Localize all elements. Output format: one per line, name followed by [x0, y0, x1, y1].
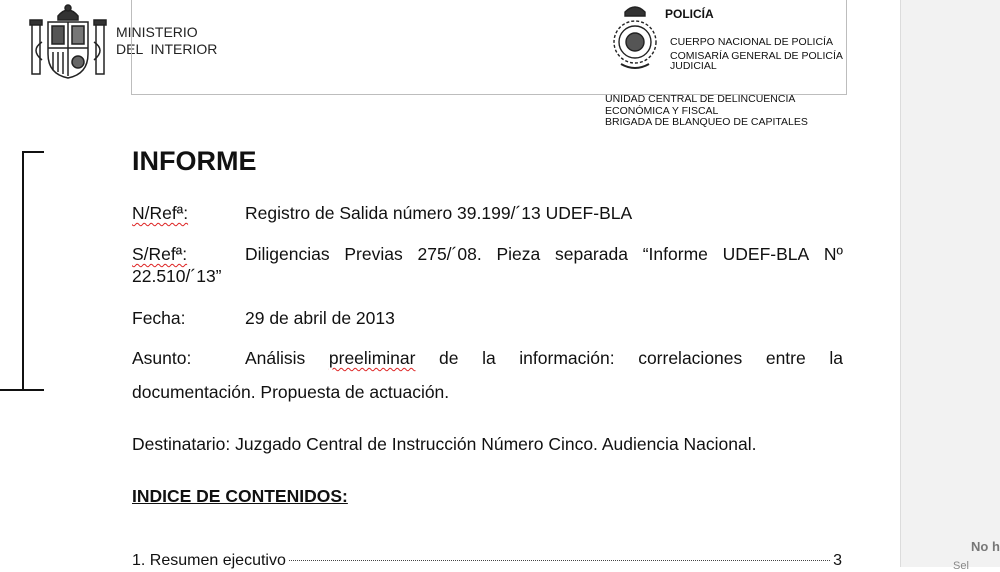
destinatario: Destinatario: Juzgado Central de Instrucción Número Cinco. Audiencia Nacional.	[132, 434, 757, 454]
side-panel-subtext: Sel	[953, 560, 969, 572]
toc-item-label[interactable]: 1. Resumen ejecutivo	[132, 552, 286, 569]
asunto-label: Asunto:	[132, 348, 192, 368]
toc-item-page: 3	[833, 552, 842, 569]
fecha-value: 29 de abril de 2013	[245, 308, 395, 328]
asunto-value: Análisis preeliminar de la información: correlaciones entre la	[245, 348, 843, 368]
side-panel-message: No h	[971, 539, 1000, 554]
sref-value: Diligencias Previas 275/´08. Pieza separada “Informe UDEF-BLA Nº	[245, 244, 843, 264]
side-panel	[900, 0, 1000, 572]
nref-value: Registro de Salida número 39.199/´13 UDEF-BLA	[245, 203, 633, 223]
asunto-value-cont: documentación. Propuesta de actuación.	[132, 382, 450, 402]
ministry-name: MINISTERIO DEL INTERIOR	[116, 24, 218, 57]
nref-label: N/Refª:	[132, 203, 189, 223]
sref-value-cont: 22.510/´13”	[132, 266, 222, 286]
margin-bracket	[22, 151, 44, 391]
fecha-label: Fecha:	[132, 308, 186, 328]
police-badge-icon	[611, 2, 659, 70]
toc-title: INDICE DE CONTENIDOS:	[132, 486, 348, 506]
police-commissariat: COMISARÍA GENERAL DE POLICÍA JUDICIAL	[670, 50, 843, 72]
toc-item[interactable]	[132, 552, 842, 570]
sref-label: S/Refª:	[132, 244, 188, 264]
spain-coat-of-arms-icon	[28, 2, 108, 82]
toc-leader-dots	[289, 560, 830, 561]
margin-bracket-tail	[0, 389, 23, 391]
police-corps: CUERPO NACIONAL DE POLICÍA	[670, 36, 833, 48]
police-title: POLICÍA	[665, 7, 714, 21]
document-title: INFORME	[132, 146, 257, 176]
spellcheck-word: preeliminar	[328, 348, 416, 368]
unit-name: UNIDAD CENTRAL DE DELINCUENCIA ECONÓMICA Y FISCAL BRIGADA DE BLANQUEO DE CAPITALES	[605, 93, 808, 128]
